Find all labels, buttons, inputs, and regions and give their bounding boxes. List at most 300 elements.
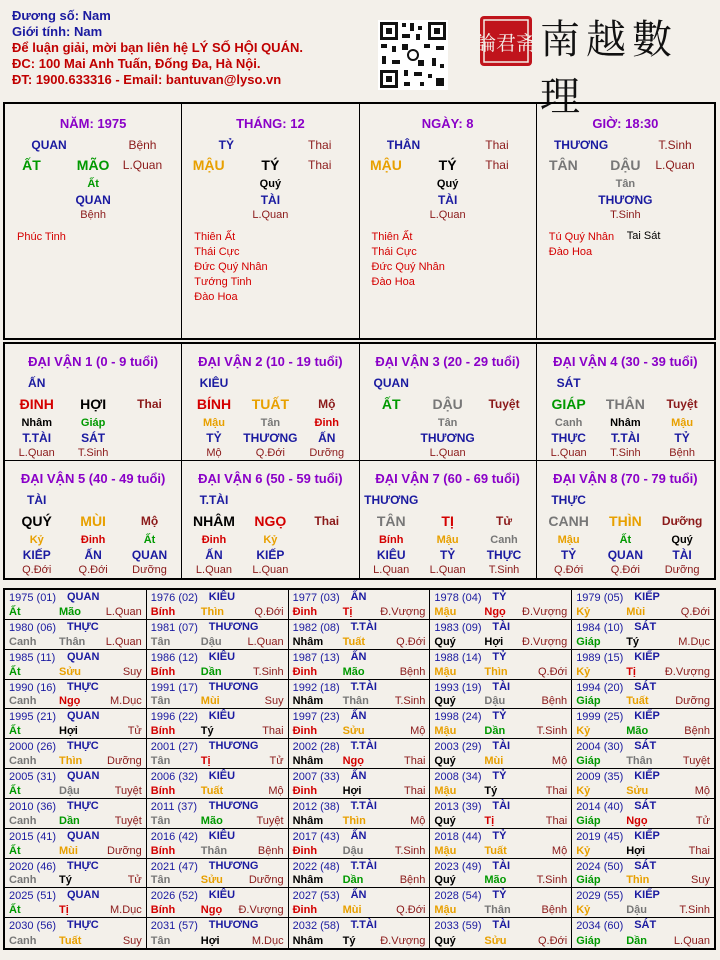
dai-van-can: TÂN bbox=[376, 513, 406, 529]
year-stem: Đinh bbox=[292, 784, 318, 797]
year-cell[interactable] bbox=[5, 739, 147, 769]
pillar-can: TÂN bbox=[548, 157, 578, 173]
year-god: THƯƠNG bbox=[208, 740, 259, 753]
dai-van-hidden-stage: Q.Đới bbox=[255, 447, 285, 459]
year-cell[interactable] bbox=[289, 680, 431, 710]
year-stage: Mộ bbox=[268, 784, 284, 797]
year-branch: Mùi bbox=[59, 844, 78, 857]
year-cell[interactable] bbox=[430, 769, 572, 799]
year-stage: Suy bbox=[122, 665, 142, 678]
year-cell[interactable] bbox=[572, 829, 714, 859]
star-item: Tú Quý Nhân bbox=[548, 231, 615, 243]
year-branch: Mùi bbox=[200, 695, 220, 708]
year-cell[interactable] bbox=[430, 888, 572, 918]
year-branch: Tý bbox=[200, 725, 214, 738]
year-cell[interactable] bbox=[147, 620, 289, 650]
dai-van-cell[interactable] bbox=[182, 461, 359, 578]
year-stage: Bệnh bbox=[541, 904, 568, 917]
year-stem: Ất bbox=[9, 605, 21, 618]
year-god: T.TÀI bbox=[350, 680, 377, 693]
year-cell[interactable] bbox=[572, 918, 714, 948]
dai-van-hidden-stage: Dưỡng bbox=[664, 564, 700, 576]
year-cell[interactable] bbox=[5, 650, 147, 680]
dai-van-chi: THÌN bbox=[609, 513, 642, 529]
pillar-god: QUAN bbox=[31, 138, 67, 152]
dai-van-cell[interactable] bbox=[360, 461, 537, 578]
pillar-stage-chi: Thai bbox=[308, 158, 332, 172]
dai-van-hidden-stage: L.Quan bbox=[429, 564, 466, 576]
year-cell[interactable] bbox=[147, 888, 289, 918]
dai-van-can: GIÁP bbox=[551, 396, 586, 412]
year-cell[interactable] bbox=[147, 650, 289, 680]
dai-van-chi: NGỌ bbox=[254, 513, 287, 529]
dai-van-stage: Mộ bbox=[140, 514, 159, 528]
year-cell[interactable] bbox=[430, 590, 572, 620]
dai-van-hidden-god: ẤN bbox=[318, 431, 336, 445]
year-branch: Sửu bbox=[342, 725, 365, 738]
dai-van-hidden-stem: Kỷ bbox=[263, 534, 278, 546]
dai-van-hidden-stage: Q.Đới bbox=[554, 564, 584, 576]
year-label: 1990 (16) bbox=[9, 681, 57, 694]
hidden-stem: Quý bbox=[259, 178, 282, 190]
year-branch: Mão bbox=[59, 605, 81, 618]
red-seal-logo bbox=[478, 14, 534, 68]
year-god: KIẾP bbox=[634, 710, 660, 723]
gt-value: Nam bbox=[73, 24, 103, 39]
address-line: ĐC: 100 Mai Anh Tuấn, Đống Đa, Hà Nội. bbox=[12, 56, 261, 71]
dai-van-god: T.TÀI bbox=[199, 493, 229, 507]
year-label: 1996 (22) bbox=[150, 711, 198, 724]
year-cell[interactable] bbox=[147, 769, 289, 799]
year-cell[interactable] bbox=[289, 739, 431, 769]
year-stem: Giáp bbox=[576, 874, 601, 887]
year-stage: T.Sinh bbox=[679, 904, 710, 917]
year-cell[interactable] bbox=[430, 799, 572, 829]
year-cell[interactable] bbox=[572, 590, 714, 620]
year-label: 1980 (06) bbox=[9, 621, 57, 634]
star-item: Đào Hoa bbox=[548, 246, 593, 258]
year-label: 1986 (12) bbox=[150, 651, 198, 664]
dai-van-hidden-stem: Nhâm bbox=[610, 417, 641, 429]
seal-text: 論君斋 bbox=[478, 31, 534, 55]
star-item: Phúc Tinh bbox=[17, 231, 66, 243]
year-stem: Kỷ bbox=[576, 844, 591, 857]
dai-van-hidden-god: THƯƠNG bbox=[420, 431, 475, 445]
year-stem: Quý bbox=[434, 814, 456, 827]
year-stem: Ất bbox=[9, 844, 21, 857]
year-branch: Hợi bbox=[484, 635, 504, 648]
year-stem: Đinh bbox=[292, 844, 318, 857]
year-cell[interactable] bbox=[572, 769, 714, 799]
pillar-stage-chi: L.Quan bbox=[122, 158, 163, 172]
year-stem: Giáp bbox=[576, 935, 601, 947]
year-label: 1981 (07) bbox=[150, 621, 198, 634]
year-branch: Dậu bbox=[200, 635, 222, 648]
year-god: KIÊU bbox=[208, 650, 236, 663]
dai-van-cell[interactable] bbox=[537, 344, 714, 461]
year-cell[interactable] bbox=[147, 709, 289, 739]
pillar-cell[interactable] bbox=[537, 104, 714, 338]
year-cell[interactable] bbox=[572, 620, 714, 650]
year-stem: Mậu bbox=[434, 665, 457, 678]
year-stem: Nhâm bbox=[292, 935, 324, 947]
year-stem: Giáp bbox=[576, 695, 601, 708]
pillar-cell[interactable] bbox=[182, 104, 359, 338]
year-stage: Q.Đới bbox=[537, 935, 568, 947]
hidden-stage: T.Sinh bbox=[610, 209, 641, 221]
year-god: TỶ bbox=[492, 591, 507, 603]
dai-van-title: ĐẠI VẬN 1 (0 - 9 tuổi) bbox=[28, 354, 159, 369]
year-stage: Q.Đới bbox=[396, 904, 426, 917]
year-cell[interactable] bbox=[289, 590, 431, 620]
year-god: THỰC bbox=[67, 740, 99, 753]
year-god: KIẾP bbox=[634, 650, 660, 663]
year-branch: Dậu bbox=[626, 904, 647, 917]
year-god: TỶ bbox=[492, 710, 507, 723]
year-branch: Tuất bbox=[484, 844, 507, 857]
year-label: 2002 (28) bbox=[292, 741, 340, 754]
year-label: 2020 (46) bbox=[9, 860, 57, 873]
dai-van-hidden-stage: Q.Đới bbox=[22, 564, 52, 576]
star-item: Đào Hoa bbox=[194, 291, 238, 303]
dai-van-hidden-stem: Đinh bbox=[314, 417, 339, 429]
bad-star-item: Tai Sát bbox=[626, 230, 661, 242]
year-cell[interactable] bbox=[430, 739, 572, 769]
year-branch: Ngọ bbox=[200, 904, 223, 917]
dai-van-hidden-stem: Ất bbox=[143, 534, 156, 546]
year-label: 1992 (18) bbox=[292, 681, 340, 694]
year-branch: Tị bbox=[59, 904, 69, 917]
year-stage: Thai bbox=[545, 814, 568, 827]
pillar-title: GIỜ: 18:30 bbox=[592, 116, 659, 131]
year-label: 2021 (47) bbox=[150, 860, 198, 873]
year-cell[interactable] bbox=[147, 829, 289, 859]
hidden-god: TÀI bbox=[260, 193, 281, 207]
year-stage: Tử bbox=[269, 755, 284, 767]
year-stem: Kỷ bbox=[576, 784, 591, 797]
year-label: 2012 (38) bbox=[292, 800, 340, 813]
year-label: 2022 (48) bbox=[292, 860, 340, 873]
year-label: 2019 (45) bbox=[576, 830, 624, 843]
dai-van-hidden-stage: L.Quan bbox=[429, 447, 466, 459]
year-god: TÀI bbox=[492, 919, 511, 932]
year-cell[interactable] bbox=[147, 590, 289, 620]
year-branch: Mùi bbox=[342, 904, 362, 917]
year-branch: Mùi bbox=[484, 755, 504, 767]
year-stage: Suy bbox=[691, 874, 710, 887]
dai-van-cell[interactable] bbox=[5, 344, 182, 461]
dai-van-hidden-god: QUAN bbox=[607, 548, 644, 562]
year-stem: Quý bbox=[434, 935, 456, 947]
dai-van-hidden-stem: Canh bbox=[554, 417, 583, 429]
year-branch: Mão bbox=[200, 814, 223, 827]
dai-van-god: SÁT bbox=[556, 376, 581, 390]
year-stem: Kỷ bbox=[576, 665, 591, 678]
year-branch: Dần bbox=[200, 665, 222, 678]
year-god: THƯƠNG bbox=[208, 859, 259, 872]
year-stage: Mộ bbox=[551, 755, 568, 767]
dai-van-hidden-stem: Quý bbox=[671, 534, 693, 546]
year-stem: Canh bbox=[9, 755, 37, 767]
dai-van-grid bbox=[3, 342, 716, 580]
qr-code-icon[interactable] bbox=[378, 20, 448, 90]
hidden-god: TÀI bbox=[437, 193, 458, 207]
year-branch: Dần bbox=[342, 874, 364, 887]
year-stem: Đinh bbox=[292, 665, 318, 678]
year-cell[interactable] bbox=[430, 829, 572, 859]
year-cell[interactable] bbox=[430, 859, 572, 889]
year-label: 1982 (08) bbox=[292, 621, 340, 634]
hidden-god: QUAN bbox=[75, 193, 111, 207]
year-branch: Dần bbox=[484, 725, 506, 738]
dai-van-stage: Tuyệt bbox=[488, 397, 520, 411]
dai-van-chi: HỢI bbox=[80, 396, 107, 412]
four-pillars-grid bbox=[3, 102, 716, 340]
year-cell[interactable] bbox=[289, 709, 431, 739]
year-branch: Mão bbox=[626, 725, 649, 738]
year-stage: Đ.Vượng bbox=[522, 635, 568, 648]
dai-van-hidden-god: THƯƠNG bbox=[243, 431, 298, 445]
dai-van-cell[interactable] bbox=[182, 344, 359, 461]
year-god: ẤN bbox=[350, 889, 367, 902]
dai-van-hidden-god: KIÊU bbox=[376, 548, 406, 562]
year-branch: Mùi bbox=[626, 605, 646, 618]
year-cell[interactable] bbox=[572, 709, 714, 739]
year-stem: Đinh bbox=[292, 605, 318, 618]
phone-email-line[interactable]: ĐT: 1900.633316 - Email: bantuvan@lyso.vn bbox=[12, 72, 282, 87]
dai-van-chi: MÙI bbox=[80, 513, 106, 529]
year-label: 1994 (20) bbox=[576, 681, 624, 694]
pillar-title: NGÀY: 8 bbox=[421, 116, 474, 131]
year-cell[interactable] bbox=[572, 680, 714, 710]
year-label: 2029 (55) bbox=[576, 890, 624, 903]
year-cell[interactable] bbox=[289, 620, 431, 650]
year-god: THỰC bbox=[67, 799, 99, 812]
year-branch: Dậu bbox=[484, 695, 506, 708]
year-god: QUAN bbox=[67, 591, 100, 603]
year-cell[interactable] bbox=[289, 769, 431, 799]
dai-van-god: THỰC bbox=[551, 493, 586, 507]
yearly-luck-grid bbox=[3, 588, 716, 950]
dai-van-stage: Mộ bbox=[318, 397, 336, 411]
dai-van-hidden-stem: Giáp bbox=[80, 417, 106, 429]
year-label: 2011 (37) bbox=[150, 800, 198, 813]
year-branch: Tuất bbox=[200, 784, 224, 797]
pillar-stage: Bệnh bbox=[128, 138, 157, 152]
year-label: 2015 (41) bbox=[9, 830, 57, 843]
year-label: 2005 (31) bbox=[9, 771, 57, 783]
year-god: KIẾP bbox=[634, 770, 660, 782]
year-cell[interactable] bbox=[289, 799, 431, 829]
year-cell[interactable] bbox=[5, 769, 147, 799]
year-god: KIÊU bbox=[208, 770, 236, 782]
year-cell[interactable] bbox=[5, 799, 147, 829]
year-stem: Canh bbox=[9, 635, 37, 648]
year-branch: Thân bbox=[342, 695, 369, 708]
dai-van-cell[interactable] bbox=[360, 344, 537, 461]
star-item: Đào Hoa bbox=[371, 276, 415, 288]
dai-van-cell[interactable] bbox=[5, 461, 182, 578]
dai-van-title: ĐẠI VẬN 7 (60 - 69 tuổi) bbox=[375, 471, 520, 486]
year-cell[interactable] bbox=[5, 590, 147, 620]
pillar-chi: TÝ bbox=[261, 157, 280, 173]
year-stage: L.Quan bbox=[247, 635, 284, 648]
dai-van-hidden-stage: Q.Đới bbox=[610, 564, 640, 576]
year-cell[interactable] bbox=[430, 620, 572, 650]
year-branch: Ngọ bbox=[626, 814, 648, 827]
year-god: ẤN bbox=[350, 710, 367, 723]
dai-van-hidden-stage: L.Quan bbox=[550, 447, 587, 459]
year-cell[interactable] bbox=[5, 680, 147, 710]
year-god: THƯƠNG bbox=[208, 799, 259, 812]
dai-van-hidden-stem: Nhâm bbox=[21, 417, 52, 429]
dai-van-hidden-stage: T.Sinh bbox=[488, 564, 520, 576]
dai-van-hidden-god: T.TÀI bbox=[611, 431, 640, 445]
year-stem: Giáp bbox=[576, 635, 601, 648]
ds-label: Đương số: bbox=[12, 8, 80, 23]
year-branch: Dần bbox=[626, 935, 647, 947]
year-god: KIÊU bbox=[208, 829, 236, 842]
year-stem: Tân bbox=[150, 814, 171, 827]
year-label: 2006 (32) bbox=[150, 771, 198, 783]
year-branch: Tuất bbox=[59, 935, 82, 947]
year-cell[interactable] bbox=[147, 680, 289, 710]
year-label: 2003 (29) bbox=[434, 741, 482, 754]
star-list bbox=[194, 230, 267, 305]
year-god: KIẾP bbox=[634, 889, 660, 902]
year-god: THƯƠNG bbox=[208, 620, 259, 633]
year-cell[interactable] bbox=[289, 829, 431, 859]
pillar-chi: MÃO bbox=[76, 157, 110, 173]
year-god: TỶ bbox=[492, 650, 507, 663]
year-stage: M.Dục bbox=[678, 635, 710, 648]
year-cell[interactable] bbox=[572, 650, 714, 680]
pillar-cell[interactable] bbox=[360, 104, 537, 338]
year-stage: Tuyệt bbox=[256, 814, 284, 827]
year-cell[interactable] bbox=[572, 739, 714, 769]
year-stem: Canh bbox=[9, 935, 37, 947]
year-label: 2000 (26) bbox=[9, 741, 57, 754]
year-cell[interactable] bbox=[5, 859, 147, 889]
year-stem: Tân bbox=[150, 635, 171, 648]
year-branch: Tý bbox=[59, 874, 72, 887]
year-stage: Đ.Vượng bbox=[380, 935, 426, 947]
year-cell[interactable] bbox=[5, 620, 147, 650]
pillar-stage: Thai bbox=[485, 138, 509, 152]
dai-van-hidden-god: T.TÀI bbox=[22, 431, 52, 445]
year-cell[interactable] bbox=[430, 709, 572, 739]
dai-van-god: QUAN bbox=[373, 376, 409, 390]
year-cell[interactable] bbox=[147, 799, 289, 829]
year-cell[interactable] bbox=[5, 888, 147, 918]
year-stem: Quý bbox=[434, 695, 456, 708]
dai-van-chi: TUẤT bbox=[251, 396, 290, 412]
year-cell[interactable] bbox=[430, 918, 572, 948]
dai-van-hidden-stem: Canh bbox=[490, 534, 518, 546]
year-cell[interactable] bbox=[147, 739, 289, 769]
dai-van-hidden-stage: Q.Đới bbox=[78, 564, 108, 576]
pillar-cell[interactable] bbox=[5, 104, 182, 338]
year-cell[interactable] bbox=[289, 859, 431, 889]
pillar-can: ẤT bbox=[22, 157, 41, 173]
year-label: 1984 (10) bbox=[576, 621, 624, 634]
year-cell[interactable] bbox=[147, 859, 289, 889]
dai-van-hidden-stage: Mộ bbox=[206, 447, 222, 459]
year-god: THƯƠNG bbox=[208, 919, 259, 932]
dai-van-hidden-stage: L.Quan bbox=[18, 447, 55, 459]
year-branch: Ngọ bbox=[59, 695, 81, 708]
year-label: 1998 (24) bbox=[434, 711, 482, 724]
year-stem: Ất bbox=[9, 784, 21, 797]
year-label: 1995 (21) bbox=[9, 711, 57, 724]
dai-van-hidden-god: TỶ bbox=[206, 431, 222, 445]
dai-van-can: CANH bbox=[548, 513, 589, 529]
pillar-stage: T.Sinh bbox=[658, 138, 692, 152]
year-god: SÁT bbox=[634, 799, 657, 812]
year-stage: T.Sinh bbox=[536, 725, 568, 738]
year-stem: Ất bbox=[9, 665, 21, 678]
year-stem: Bính bbox=[150, 725, 176, 738]
year-label: 2033 (59) bbox=[434, 920, 482, 933]
pillar-chi: DẬU bbox=[610, 157, 641, 173]
year-branch: Sửu bbox=[484, 935, 507, 947]
year-cell[interactable] bbox=[289, 650, 431, 680]
hidden-stage: L.Quan bbox=[429, 209, 466, 221]
year-stage: Q.Đới bbox=[254, 605, 284, 618]
year-branch: Hợi bbox=[59, 725, 78, 738]
year-label: 1979 (05) bbox=[576, 592, 624, 604]
year-god: THƯƠNG bbox=[208, 680, 259, 693]
year-cell[interactable] bbox=[289, 918, 431, 948]
year-label: 2026 (52) bbox=[150, 890, 198, 903]
year-stage: Dưỡng bbox=[675, 695, 710, 708]
year-stem: Nhâm bbox=[292, 755, 324, 767]
year-cell[interactable] bbox=[430, 680, 572, 710]
year-label: 1977 (03) bbox=[292, 592, 340, 604]
year-stage: Đ.Vượng bbox=[522, 605, 568, 618]
year-stem: Nhâm bbox=[292, 695, 324, 708]
year-cell[interactable] bbox=[572, 859, 714, 889]
year-cell[interactable] bbox=[5, 829, 147, 859]
year-stage: T.Sinh bbox=[536, 874, 568, 887]
year-cell[interactable] bbox=[5, 709, 147, 739]
dai-van-cell[interactable] bbox=[537, 461, 714, 578]
year-stem: Bính bbox=[150, 665, 176, 678]
dai-van-hidden-stem: Đinh bbox=[201, 534, 227, 546]
year-stage: Mộ bbox=[551, 844, 568, 857]
year-branch: Tị bbox=[200, 755, 211, 767]
year-god: TÀI bbox=[492, 620, 511, 633]
year-cell[interactable] bbox=[430, 650, 572, 680]
year-branch: Tý bbox=[484, 784, 498, 797]
year-stem: Quý bbox=[434, 635, 456, 648]
year-branch: Thìn bbox=[484, 665, 508, 678]
year-stage: Tử bbox=[127, 725, 142, 738]
year-god: KIÊU bbox=[208, 710, 236, 723]
year-cell[interactable] bbox=[289, 888, 431, 918]
year-cell[interactable] bbox=[572, 799, 714, 829]
year-branch: Tị bbox=[342, 605, 353, 618]
dai-van-hidden-god: TỶ bbox=[439, 548, 456, 562]
year-stage: M.Dục bbox=[110, 904, 142, 917]
year-cell[interactable] bbox=[147, 918, 289, 948]
year-god: QUAN bbox=[67, 650, 100, 663]
logo-title: 南越數理 bbox=[540, 17, 678, 120]
year-god: TỶ bbox=[492, 829, 507, 842]
year-cell[interactable] bbox=[572, 888, 714, 918]
year-cell[interactable] bbox=[5, 918, 147, 948]
year-god: SÁT bbox=[634, 680, 657, 693]
